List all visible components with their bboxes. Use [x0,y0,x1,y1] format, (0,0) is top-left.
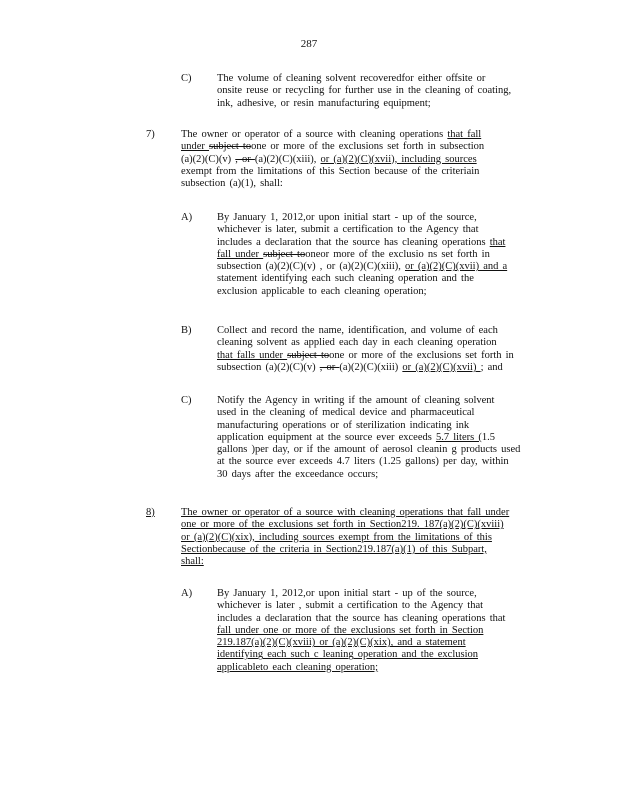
text-run: subsection (a)(1), shall: [181,178,283,190]
text-line [217,286,507,298]
text-line [181,532,509,544]
text-run: (a)(2)(C)(v) [181,153,236,165]
text-line [217,613,505,625]
underlined-text: that falls under [217,349,288,361]
text-line [217,362,514,374]
struck-text: , or [319,361,340,373]
text-line [217,649,505,661]
underlined-text: or (a)(2)(C)(xvii) and a [404,261,508,273]
text-run: By January 1, 2012,or upon initial start - up of the source, [217,212,477,223]
text-run: includes a declaration that the source has cleaning operations that [217,612,506,624]
text-run: exclusion applicable to each cleaning operation; [217,285,427,297]
text-run: Notify the Agency in writing if the amount of cleaning solvent [217,395,495,406]
text-line [217,212,507,224]
text-run: subsection (a)(2)(C)(v) [217,261,320,273]
text-line [217,224,507,236]
text-run: oneor more of the exclusio ns set forth in [305,248,490,260]
text-run: ink, adhesive, or resin manufacturing equipment; [217,97,431,109]
text-run: onsite reuse or recycling for further use in the cleaning of coating, [217,85,512,97]
text-line [217,273,507,285]
underlined-text: identifying each such c leaning operation and the exclusion [217,649,479,661]
text-run: includes a declaration that the source has cleaning operations [217,236,490,248]
text-line [217,600,505,612]
text-run: 1.5 [481,431,495,443]
text-line [217,456,520,468]
text-run: ; and [480,361,503,373]
clause-text [217,588,505,674]
text-run: manufacturing operations or of sterilization indicating ink [217,419,470,431]
clause-text [181,129,484,190]
text-line [217,444,520,456]
text-line [181,507,509,519]
text-run: The volume of cleaning solvent recoveredfor either offsite or [217,73,486,84]
underlined-text: The owner or operator of a source with cleaning operations that fall under [181,507,510,518]
text-line [217,637,505,649]
underlined-text: fall under [217,248,264,260]
clause-label: A) [181,588,193,599]
text-line [181,154,484,166]
text-line [217,407,520,419]
clause-text [217,325,514,374]
clause-label: 7) [146,129,155,140]
text-line [217,98,511,110]
clause-label: C) [181,73,192,84]
underlined-text: or (a)(2)(C)(xvii) [402,361,481,373]
clause-text [217,73,511,110]
text-line [217,261,507,273]
text-run: one or more of the exclusions set forth in subsection [251,141,485,153]
text-line [217,73,511,85]
clause-label: B) [181,325,192,336]
text-line [181,129,484,141]
clause-label: 8) [146,507,155,518]
text-line [217,350,514,362]
struck-text: subject to [263,248,306,260]
text-run: (a)(2)(C)(xiii), [254,153,321,165]
text-line [217,588,505,600]
text-run: , or (a)(2)(C)(xiii), [319,261,405,273]
text-line [217,337,514,349]
text-run: whichever is later , submit a certification to the Agency that [217,600,484,612]
struck-text: , or [235,153,255,165]
underlined-text: 5.7 liters ( [435,431,482,443]
text-line [217,432,520,444]
text-run: application equipment at the source ever exceeds [217,431,436,443]
text-line [181,519,509,531]
text-run: used in the cleaning of medical device and pharmaceutical [217,407,475,419]
underlined-text: one or more of the exclusions set forth in Section219. 187(a)(2)(C)(xviii) [181,519,504,531]
struck-text: subject to [287,349,330,361]
text-line [217,625,505,637]
underlined-text: 219.187(a)(2)(C)(xviii) or (a)(2)(C)(xix), and a statement [217,637,466,649]
underlined-text: that fall [447,129,482,140]
text-run: gallons )per day, or if the amount of aerosol cleanin g products used [217,444,521,456]
underlined-text: shall: [181,556,204,568]
text-run: subsection (a)(2)(C)(v) [217,361,320,373]
underlined-text: or (a)(2)(C)(xix), including sources exempt from the limitations of this [181,531,492,543]
text-run: one or more of the exclusions set forth in [329,349,514,361]
clause-text [217,395,520,481]
text-line [217,249,507,261]
text-line [181,141,484,153]
text-run: whichever is later, submit a certification to the Agency that [217,224,479,236]
text-run: statement identifying each such cleaning operation and the [217,273,474,285]
text-run: Collect and record the name, identification, and volume of each [217,325,498,336]
underlined-text: or (a)(2)(C)(xvii), including sources [320,153,477,165]
underlined-text: fall under one or more of the exclusions set forth in Section [217,624,484,636]
clause-label: C) [181,395,192,406]
struck-text: subject to [209,141,252,153]
underlined-text: applicableto each cleaning operation; [217,661,379,673]
underlined-text: Sectionbecause of the criteria in Section219.187(a)(1) of this Subpart, [181,543,487,555]
text-line [217,469,520,481]
text-run: at the source ever exceeds 4.7 liters (1.25 gallons) per day, within [217,456,509,468]
text-line [217,395,520,407]
text-run: cleaning solvent as applied each day in each cleaning operation [217,337,497,349]
clause-label: A) [181,212,193,223]
text-run: 30 days after the exceedance occurs; [217,468,379,480]
text-run: The owner or operator of a source with cleaning operations [181,129,448,140]
text-line [181,178,484,190]
text-line [217,420,520,432]
text-line [217,237,507,249]
text-run: By January 1, 2012,or upon initial start - up of the source, [217,588,477,599]
underlined-text: under [181,141,210,153]
text-line [217,85,511,97]
text-line [217,662,505,674]
text-line [181,544,509,556]
text-run: exempt from the limitations of this Section because of the criteriain [181,165,480,177]
underlined-text: that [489,236,506,248]
text-line [217,325,514,337]
text-line [181,556,509,568]
page-number: 287 [300,38,318,50]
text-line [181,166,484,178]
clause-text [217,212,507,298]
clause-text [181,507,509,568]
text-run: (a)(2)(C)(xiii) [339,361,403,373]
